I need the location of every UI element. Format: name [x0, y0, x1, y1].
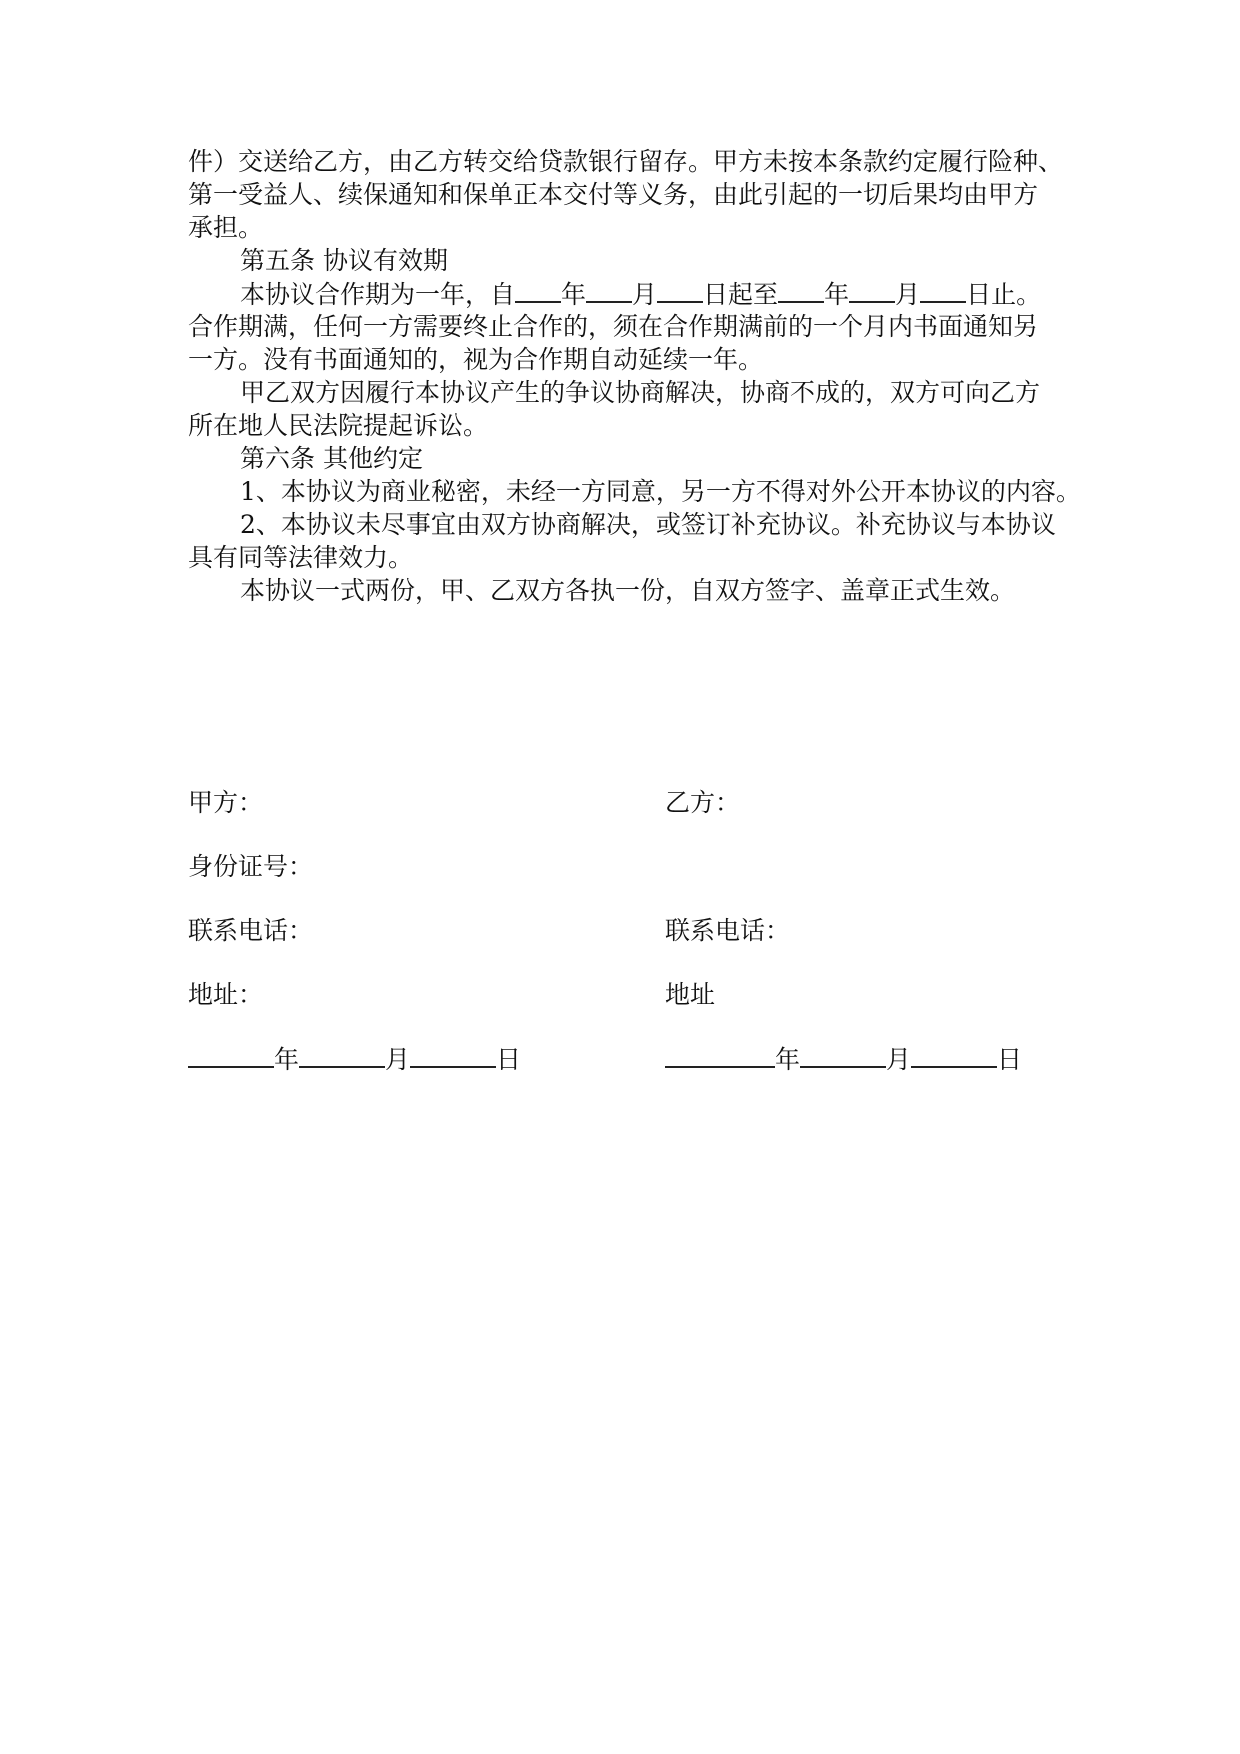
paragraph-line: 具有同等法律效力。 [188, 543, 414, 572]
paragraph-line: 合作期满，任何一方需要终止合作的，须在合作期满前的一个月内书面通知另 [188, 312, 1039, 341]
start-year-blank [515, 277, 561, 303]
day-blank [911, 1042, 997, 1068]
start-day-blank [657, 277, 703, 303]
month-label: 月 [886, 1045, 912, 1074]
year-label: 年 [824, 280, 850, 309]
month-label: 月 [385, 1045, 411, 1074]
end-month-blank [849, 277, 895, 303]
paragraph-line: 甲乙双方因履行本协议产生的争议协商解决，协商不成的，双方可向乙方 [240, 378, 1041, 407]
year-label: 年 [775, 1045, 801, 1074]
clause-1: 1、本协议为商业秘密，未经一方同意，另一方不得对外公开本协议的内容。 [240, 477, 1081, 506]
month-blank [299, 1042, 385, 1068]
end-day-blank [920, 277, 966, 303]
year-blank [665, 1042, 775, 1068]
closing-statement: 本协议一式两份，甲、乙双方各执一份，自双方签字、盖章正式生效。 [240, 576, 1016, 605]
end-year-blank [778, 277, 824, 303]
address-b-label: 地址 [665, 980, 716, 1009]
period-text: 本协议合作期为一年，自 [240, 280, 516, 309]
phone-b-label: 联系电话： [665, 916, 791, 945]
month-label: 月 [632, 280, 658, 309]
paragraph-line: 一方。没有书面通知的，视为合作期自动延续一年。 [188, 345, 764, 374]
day-blank [410, 1042, 496, 1068]
paragraph-line: 承担。 [188, 213, 264, 242]
year-label: 年 [274, 1045, 300, 1074]
address-a-label: 地址： [188, 980, 264, 1009]
day-label: 日 [496, 1045, 522, 1074]
day-label: 日止。 [966, 280, 1042, 309]
month-label: 月 [895, 280, 921, 309]
day-label: 日 [997, 1045, 1023, 1074]
party-b-label: 乙方： [665, 788, 741, 817]
phone-a-label: 联系电话： [188, 916, 314, 945]
article-6-title: 第六条 其他约定 [240, 444, 423, 473]
article-5-title: 第五条 协议有效期 [240, 246, 448, 275]
paragraph-line: 所在地人民法院提起诉讼。 [188, 411, 489, 440]
party-a-date [188, 1042, 521, 1076]
start-month-blank [586, 277, 632, 303]
month-blank [800, 1042, 886, 1068]
day-label: 日起至 [703, 280, 779, 309]
year-blank [188, 1042, 274, 1068]
paragraph-line: 件）交送给乙方，由乙方转交给贷款银行留存。甲方未按本条款约定履行险种、 [188, 147, 1064, 176]
party-b-date [665, 1042, 1022, 1076]
paragraph-line: 第一受益人、续保通知和保单正本交付等义务，由此引起的一切后果均由甲方 [188, 180, 1039, 209]
agreement-period-line [240, 277, 1060, 311]
year-label: 年 [561, 280, 587, 309]
party-a-label: 甲方： [188, 788, 264, 817]
clause-2: 2、本协议未尽事宜由双方协商解决，或签订补充协议。补充协议与本协议 [240, 510, 1056, 539]
id-number-label: 身份证号： [188, 852, 314, 881]
